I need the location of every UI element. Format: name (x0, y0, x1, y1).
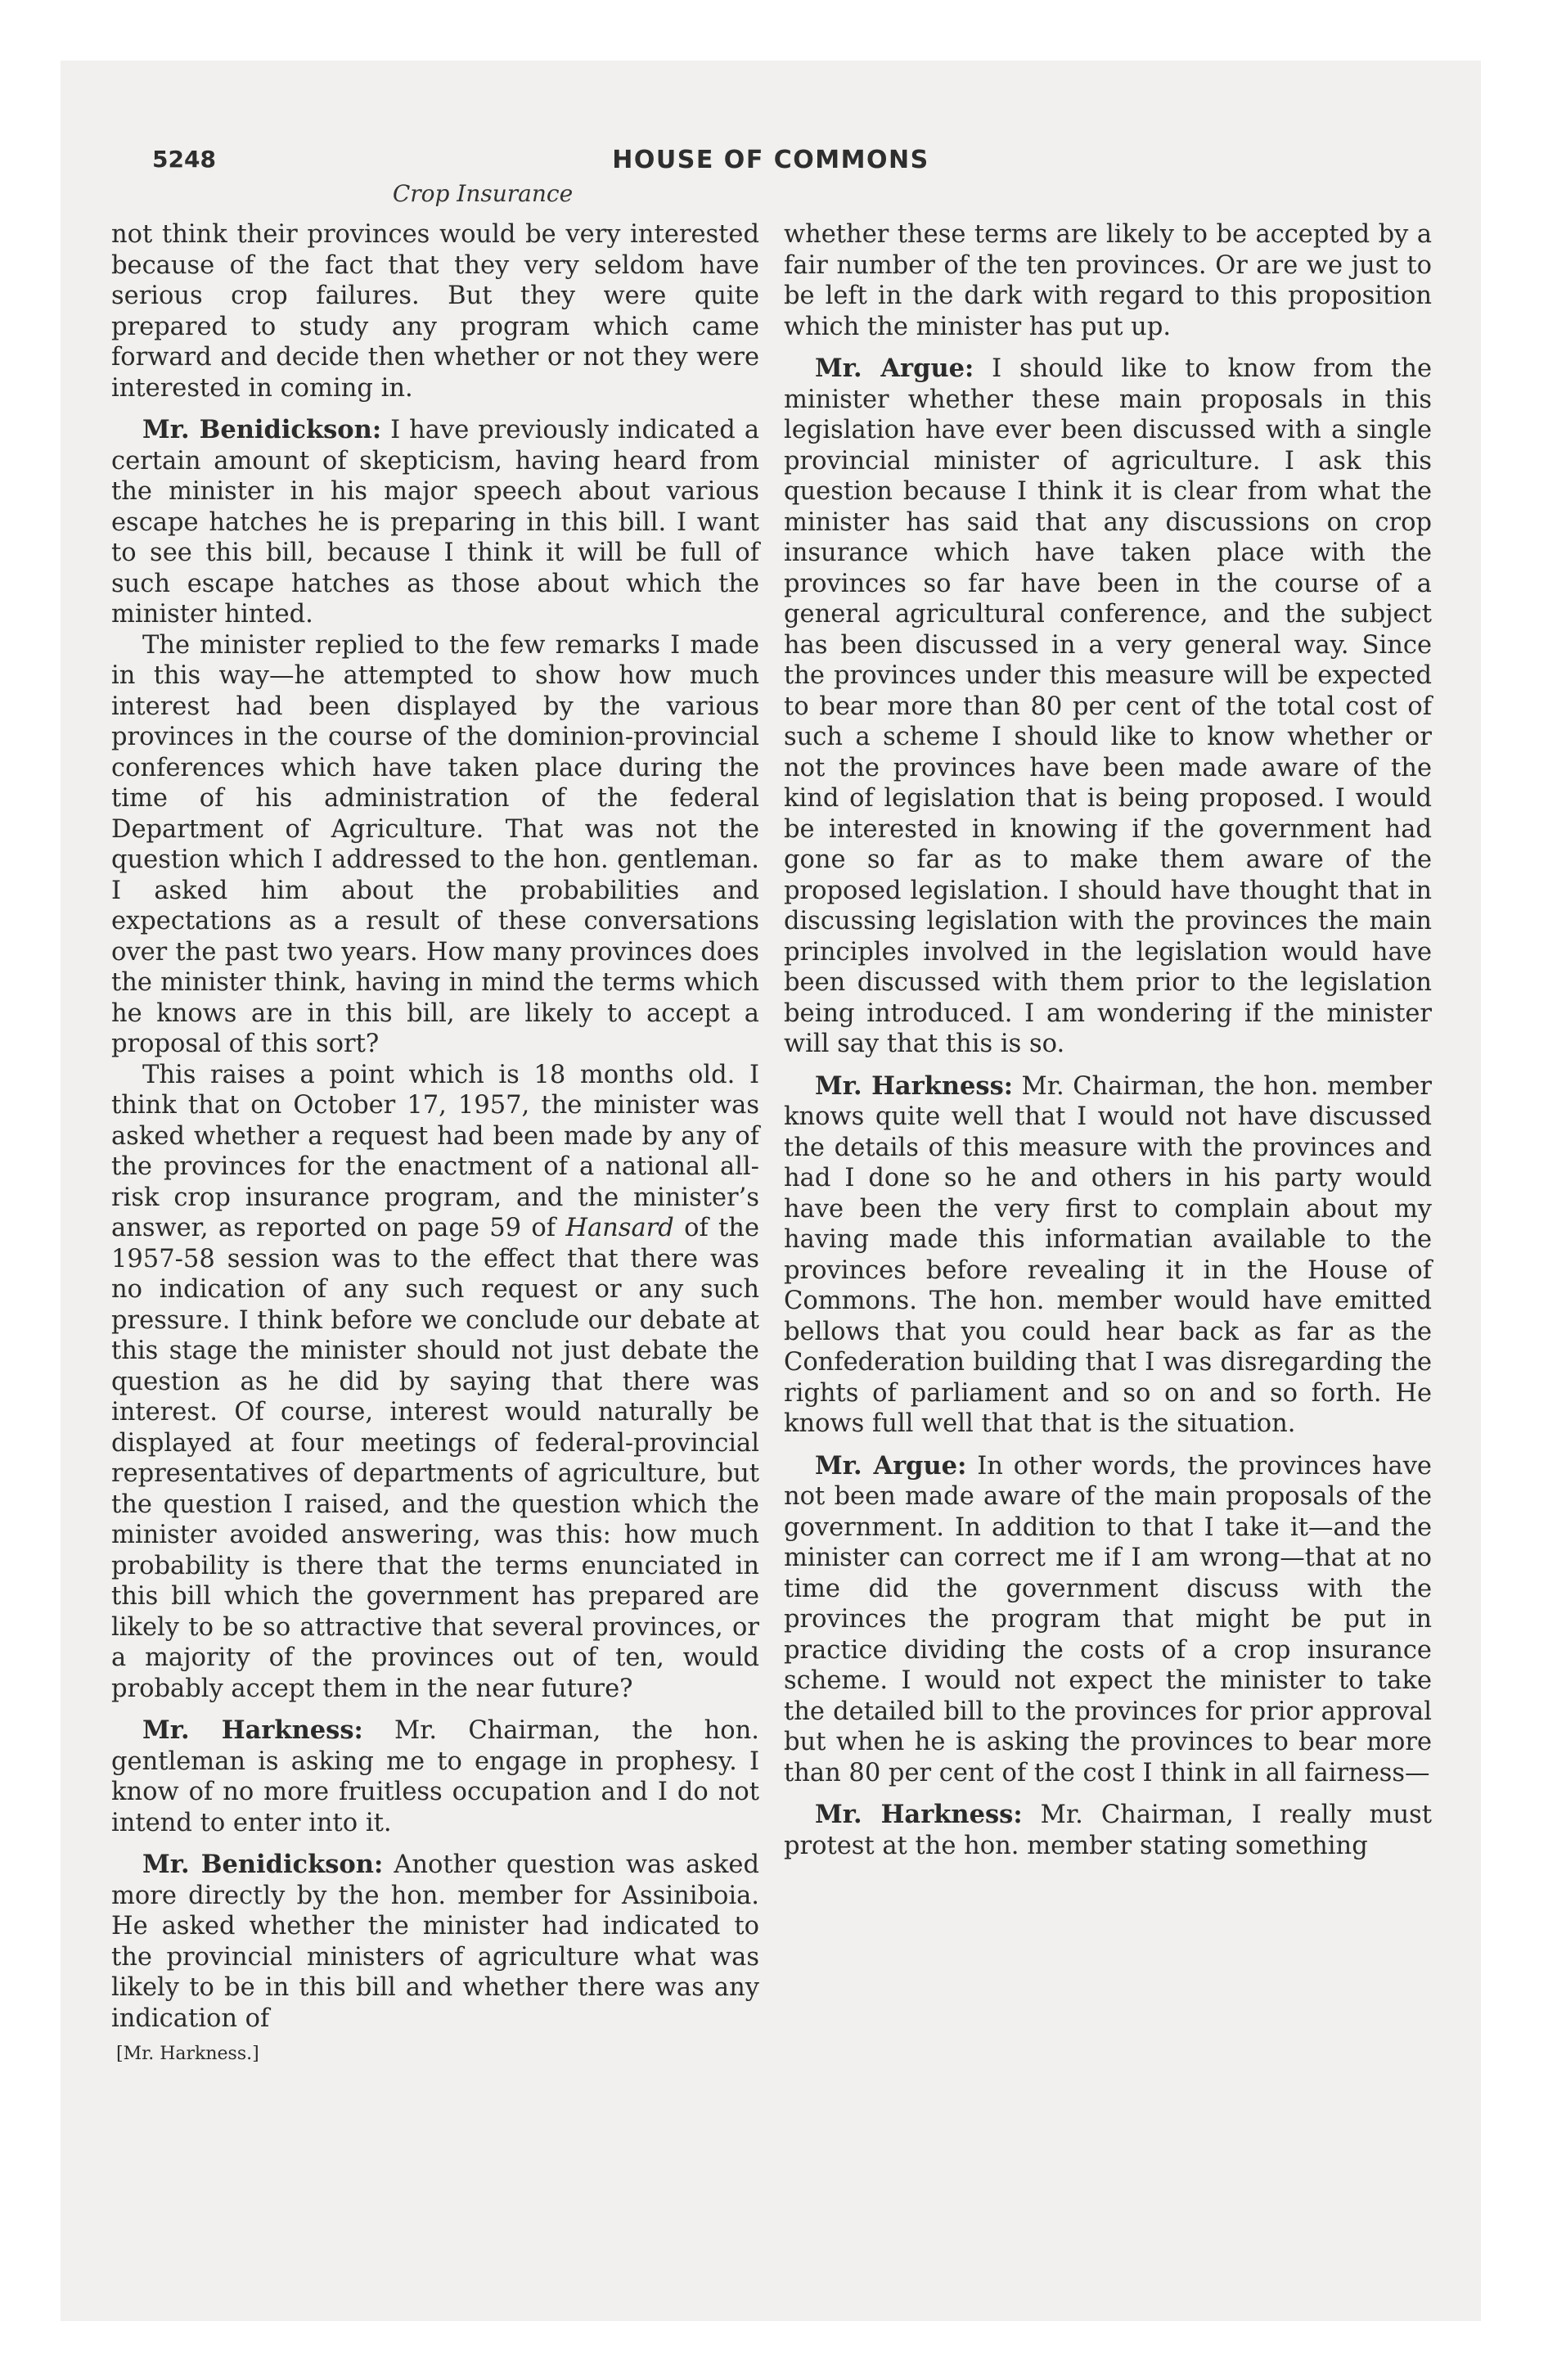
section-title: Crop Insurance (392, 180, 574, 207)
journal-title: HOUSE OF COMMONS (612, 146, 929, 174)
paragraph (111, 415, 759, 630)
paragraph (784, 1451, 1432, 1789)
page (61, 61, 1481, 2321)
speaker-name: Mr. Benidickson: (142, 415, 382, 444)
paragraph (111, 630, 759, 1060)
paragraph (111, 1850, 759, 2034)
speaker-name: Mr. Benidickson: (142, 1850, 384, 1879)
left-column (111, 219, 759, 2065)
hansard-citation: Hansard (565, 1214, 674, 1242)
paragraph-text: Another question was asked more directly by the hon. member for Assiniboia. He asked whether the minister had indicated to the provincial ministers of agriculture what was likely to be in this bill and whether there was any indication of (111, 1850, 760, 2033)
paragraph-text: The minister replied to the few remarks I made in this way—he attempted to show how much interest had been displayed by the various provinces in the course of the dominion-provincial conferences which have taken place during the time of his administration of the federal Department of Agriculture. That was not the question which I addressed to the hon. gentleman. I asked him about the probabilities and expectations as a result of these conversations over the past two years. How many provinces does the minister think, having in mind the terms which he knows are in this bill, are likely to accept a proposal of this sort? (111, 630, 759, 1058)
page-number: 5248 (152, 146, 216, 173)
speaker-name: Mr. Harkness: (815, 1071, 1014, 1101)
speaker-name: Mr. Argue: (815, 354, 974, 383)
paragraph (784, 1800, 1432, 1861)
speaker-name: Mr. Harkness: (815, 1800, 1023, 1829)
paragraph-text: This raises a point which is 18 months old. I think that on October 17, 1957, the minister was asked whether a request had been made by any of the provinces for the enactment of a national all-risk crop insurance program, and the minister’s answer, as reported on page 59 of (111, 1060, 759, 1242)
paragraph-text: In other words, the provinces have not been made aware of the main proposals of the government. In addition to that I take it—and the minister can correct me if I am wrong—that at no time did the government discuss with the provinces the program that might be put in practice dividing the costs of a crop insurance scheme. I would not expect the minister to take the detailed bill to the provinces for prior approval but when he is asking the provinces to bear more than 80 per cent of the cost I think in all fairness— (784, 1451, 1432, 1787)
speaker-name: Mr. Argue: (815, 1450, 967, 1481)
paragraph (111, 219, 759, 403)
paragraph-text: I should like to know from the minister whether these main proposals in this legislation have ever been discussed with a single provincial minister of agriculture. I ask this question because I think it is clear from what the minister has said that any discussions on crop insurance which have taken place with the provinces so far have been in the course of a general agricultural conference, and the subject has been discussed in a very general way. Since the provinces under this measure will be expected to bear more than 80 per cent of the total cost of such a scheme I should like to know whether or not the provinces have been made aware of the kind of legislation that is being proposed. I would be interested in knowing if the government had gone so far as to make them aware of the proposed legislation. I should have thought that in discussing legislation with the provinces the main principles involved in the legislation would have been discussed with them prior to the legislation being introduced. I am wondering if the minister will say that this is so. (784, 354, 1432, 1058)
footer-note: [Mr. Harkness.] (116, 2044, 259, 2064)
paragraph (111, 1715, 759, 1838)
paragraph-text: I have previously indicated a certain amount of skepticism, having heard from the minister in his major speech about various escape hatches he is preparing in this bill. I want to see this bill, because I think it will be full of such escape hatches as those about which the minister hinted. (111, 416, 760, 629)
paragraph-text: whether these terms are likely to be accepted by a fair number of the ten provinces. Or are we just to be left in the dark with regard to this proposition which the minister has put up. (784, 220, 1432, 341)
right-column (784, 219, 1432, 1861)
paragraph-text: Mr. Chairman, the hon. member knows quite well that I would not have discussed the details of this measure with the provinces and had I done so he and others in his party would have been the very first to complain about my having made this informatian available to the provinces before revealing it in the House of Commons. The hon. member would have emitted bellows that you could hear back as far as the Confederation building that I was disregarding the rights of parliament and so on and so forth. He knows full well that that is the situation. (784, 1071, 1432, 1438)
paragraph (784, 219, 1432, 342)
speaker-name: Mr. Harkness: (142, 1715, 363, 1745)
paragraph-text: of the 1957-58 session was to the effect that there was no indication of any such request or any such pressure. I think before we conclude our debate at this stage the minister should not just debate the question as he did by saying that there was interest. Of course, interest would naturally be displayed at four meetings of federal-provincial representatives of departments of agriculture, but the question I raised, and the question which the minister avoided answering, was this: how much probability is there that the terms enunciated in this bill which the government has prepared are likely to be so attractive that several provinces, or a majority of the provinces out of ten, would probably accept them in the near future? (111, 1214, 760, 1703)
paragraph (111, 1060, 759, 1705)
paragraph (784, 354, 1432, 1060)
paragraph (784, 1071, 1432, 1440)
paragraph-text: not think their provinces would be very interested because of the fact that they very seldom have serious crop failures. But they were quite prepared to study any program which came forward and decide then whether or not they were interested in coming in. (111, 220, 759, 403)
paragraph-text: Mr. Chairman, I really must protest at the hon. member stating something (784, 1801, 1432, 1860)
paragraph-text: Mr. Chairman, the hon. gentleman is asking me to engage in prophesy. I know of no more fruitless occupation and I do not intend to enter into it. (111, 1716, 759, 1837)
